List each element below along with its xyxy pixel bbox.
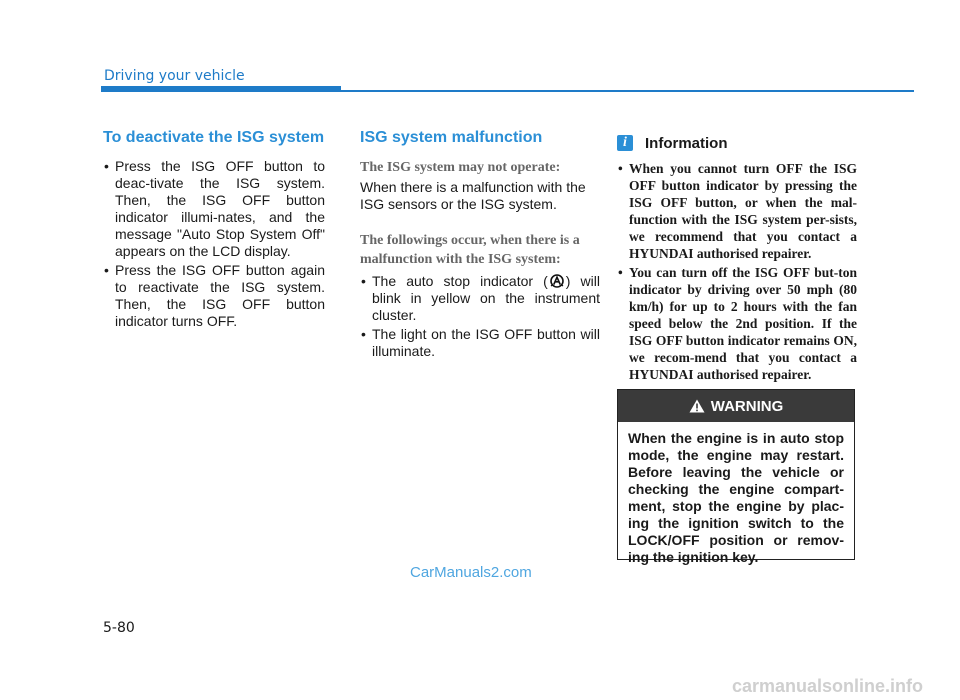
malfunction-list	[360, 273, 600, 360]
malfunction-section	[360, 128, 600, 362]
deactivate-list	[103, 158, 325, 330]
section-title: Driving your vehicle	[104, 68, 245, 84]
warning-triangle-icon	[689, 399, 705, 413]
deactivate-section	[103, 128, 325, 332]
warning-title: WARNING	[710, 397, 784, 415]
info-icon: i	[617, 135, 633, 151]
header-rule-thick	[101, 86, 341, 92]
header-rule-thin	[341, 90, 914, 92]
page-number: 5-80	[103, 620, 135, 636]
list-item: • You can turn off the ISG OFF but-ton indicator by driving over 50 mph (80 km/h) for up to 2 hours with the fan speed below the 2nd position. If the ISG OFF button indicator remains ON, we recom-mend that you contact a HYUNDAI authorised repairer.	[617, 264, 857, 383]
may-not-operate-subheading: The ISG system may not operate:	[360, 160, 561, 175]
malfunction-paragraph: When there is a malfunction with the ISG sensors or the ISG system.	[360, 179, 586, 212]
list-item: • Press the ISG OFF button to deac-tivate the ISG system. Then, the ISG OFF button indicator illumi-nates, and the message "Auto Stop System Off" appears on the LCD display.	[103, 158, 325, 260]
deactivate-heading: To deactivate the ISG system	[103, 129, 325, 146]
bullet-text-pre: The auto stop indicator (	[372, 273, 548, 289]
information-title: Information	[645, 134, 728, 152]
followings-subheading: The followings occur, when there is a malfunction with the ISG system:	[360, 233, 580, 267]
list-item: • When you cannot turn OFF the ISG OFF button indicator by pressing the ISG OFF button, or when the mal-function with the ISG system per-sists, we recommend that you contact a HYUNDAI authorised repairer.	[617, 160, 857, 262]
auto-stop-indicator-icon	[550, 274, 564, 288]
information-list	[617, 160, 857, 383]
list-item: • Press the ISG OFF button again to reactivate the ISG system. Then, the ISG OFF button indicator turns OFF.	[103, 262, 325, 330]
warning-box	[617, 389, 855, 565]
information-header	[617, 134, 857, 152]
malfunction-heading: ISG system malfunction	[360, 129, 543, 146]
watermark-link[interactable]: CarManuals2.com	[410, 564, 532, 581]
list-item	[360, 273, 600, 324]
list-item: • The light on the ISG OFF button will illuminate.	[360, 326, 600, 360]
warning-text: When the engine is in auto stop mode, the engine may restart. Before leaving the vehicle or checking the engine compart-ment, stop the engine by plac-ing the ignition switch to the LOCK/OFF position or remov-ing the ignition key.	[628, 430, 844, 565]
information-section	[617, 128, 857, 385]
bullet-text-post: ) will blink in yellow on the instrument cluster.	[372, 273, 600, 323]
warning-header	[618, 390, 854, 422]
footer-watermark: carmanualsonline.info	[732, 676, 924, 696]
